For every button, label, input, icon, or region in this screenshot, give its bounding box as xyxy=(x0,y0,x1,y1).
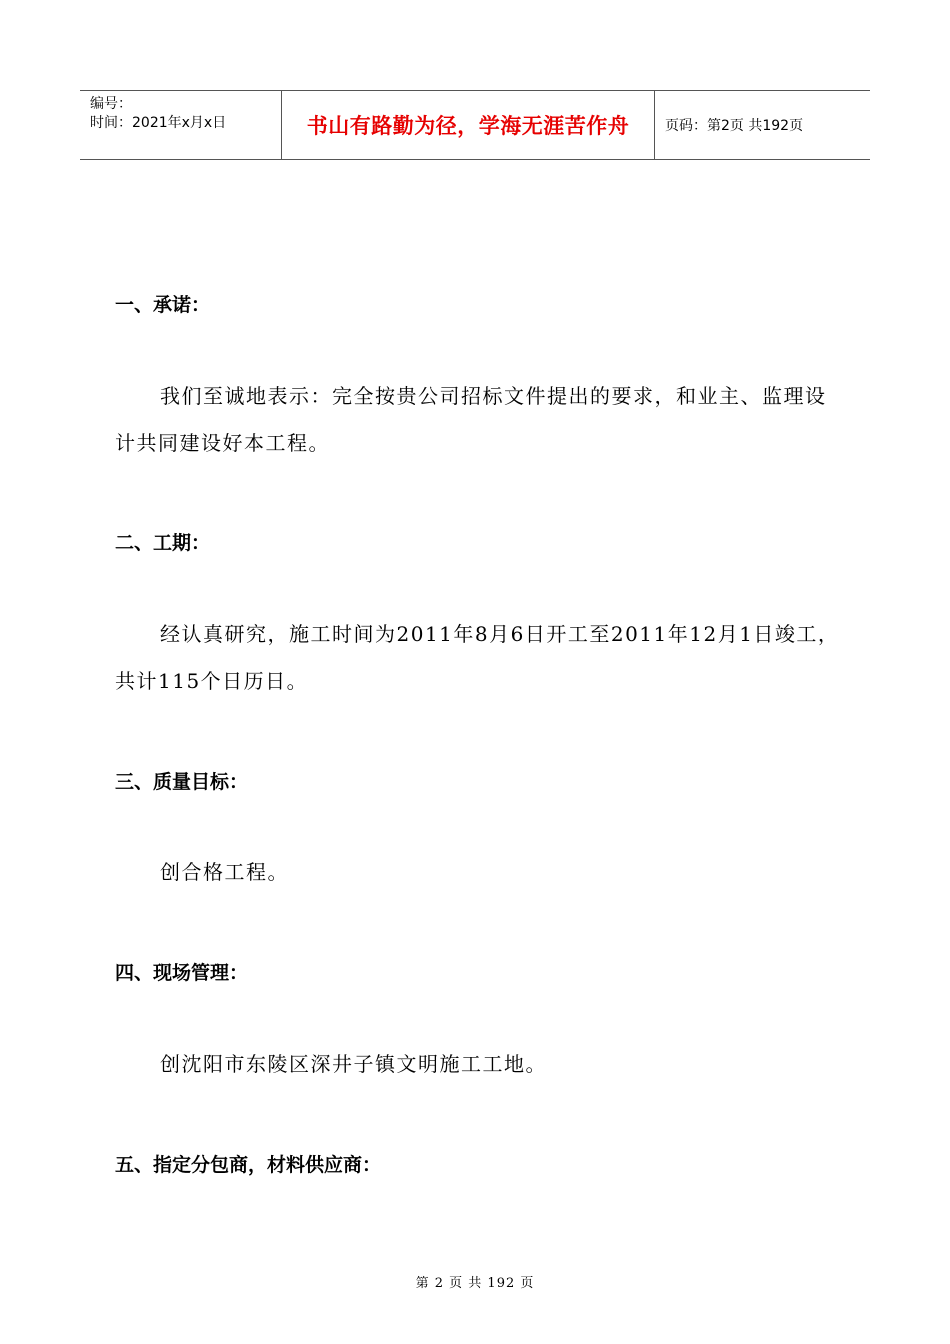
section-heading-5: 五、指定分包商，材料供应商： xyxy=(115,1154,382,1176)
header-motto: 书山有路勤为径，学海无涯苦作舟 xyxy=(282,91,655,159)
section-heading-2: 二、工期： xyxy=(115,532,211,554)
section-body-2: 经认真研究，施工时间为2011年8月6日开工至2011年12月1日竣工，共计115个日历日。 xyxy=(115,622,840,693)
doc-number-label: 编号： xyxy=(90,96,132,112)
section-heading-3: 三、质量目标： xyxy=(115,771,249,793)
header-page-info: 页码：第2页 共192页 xyxy=(665,118,804,134)
page-header-table xyxy=(80,90,870,160)
page-footer: 第 2 页 共 192 页 xyxy=(415,1276,535,1291)
section-body-4: 创沈阳市东陵区深井子镇文明施工工地。 xyxy=(160,1052,547,1076)
section-body-1: 我们至诚地表示：完全按贵公司招标文件提出的要求，和业主、监理设计共同建设好本工程。 xyxy=(115,384,827,455)
time-label: 时间：2021年x月x日 xyxy=(90,115,227,131)
section-heading-4: 四、现场管理： xyxy=(115,962,249,984)
section-heading-1: 一、承诺： xyxy=(115,294,211,316)
header-meta-cell xyxy=(80,91,282,159)
section-body-3: 创合格工程。 xyxy=(160,860,289,884)
